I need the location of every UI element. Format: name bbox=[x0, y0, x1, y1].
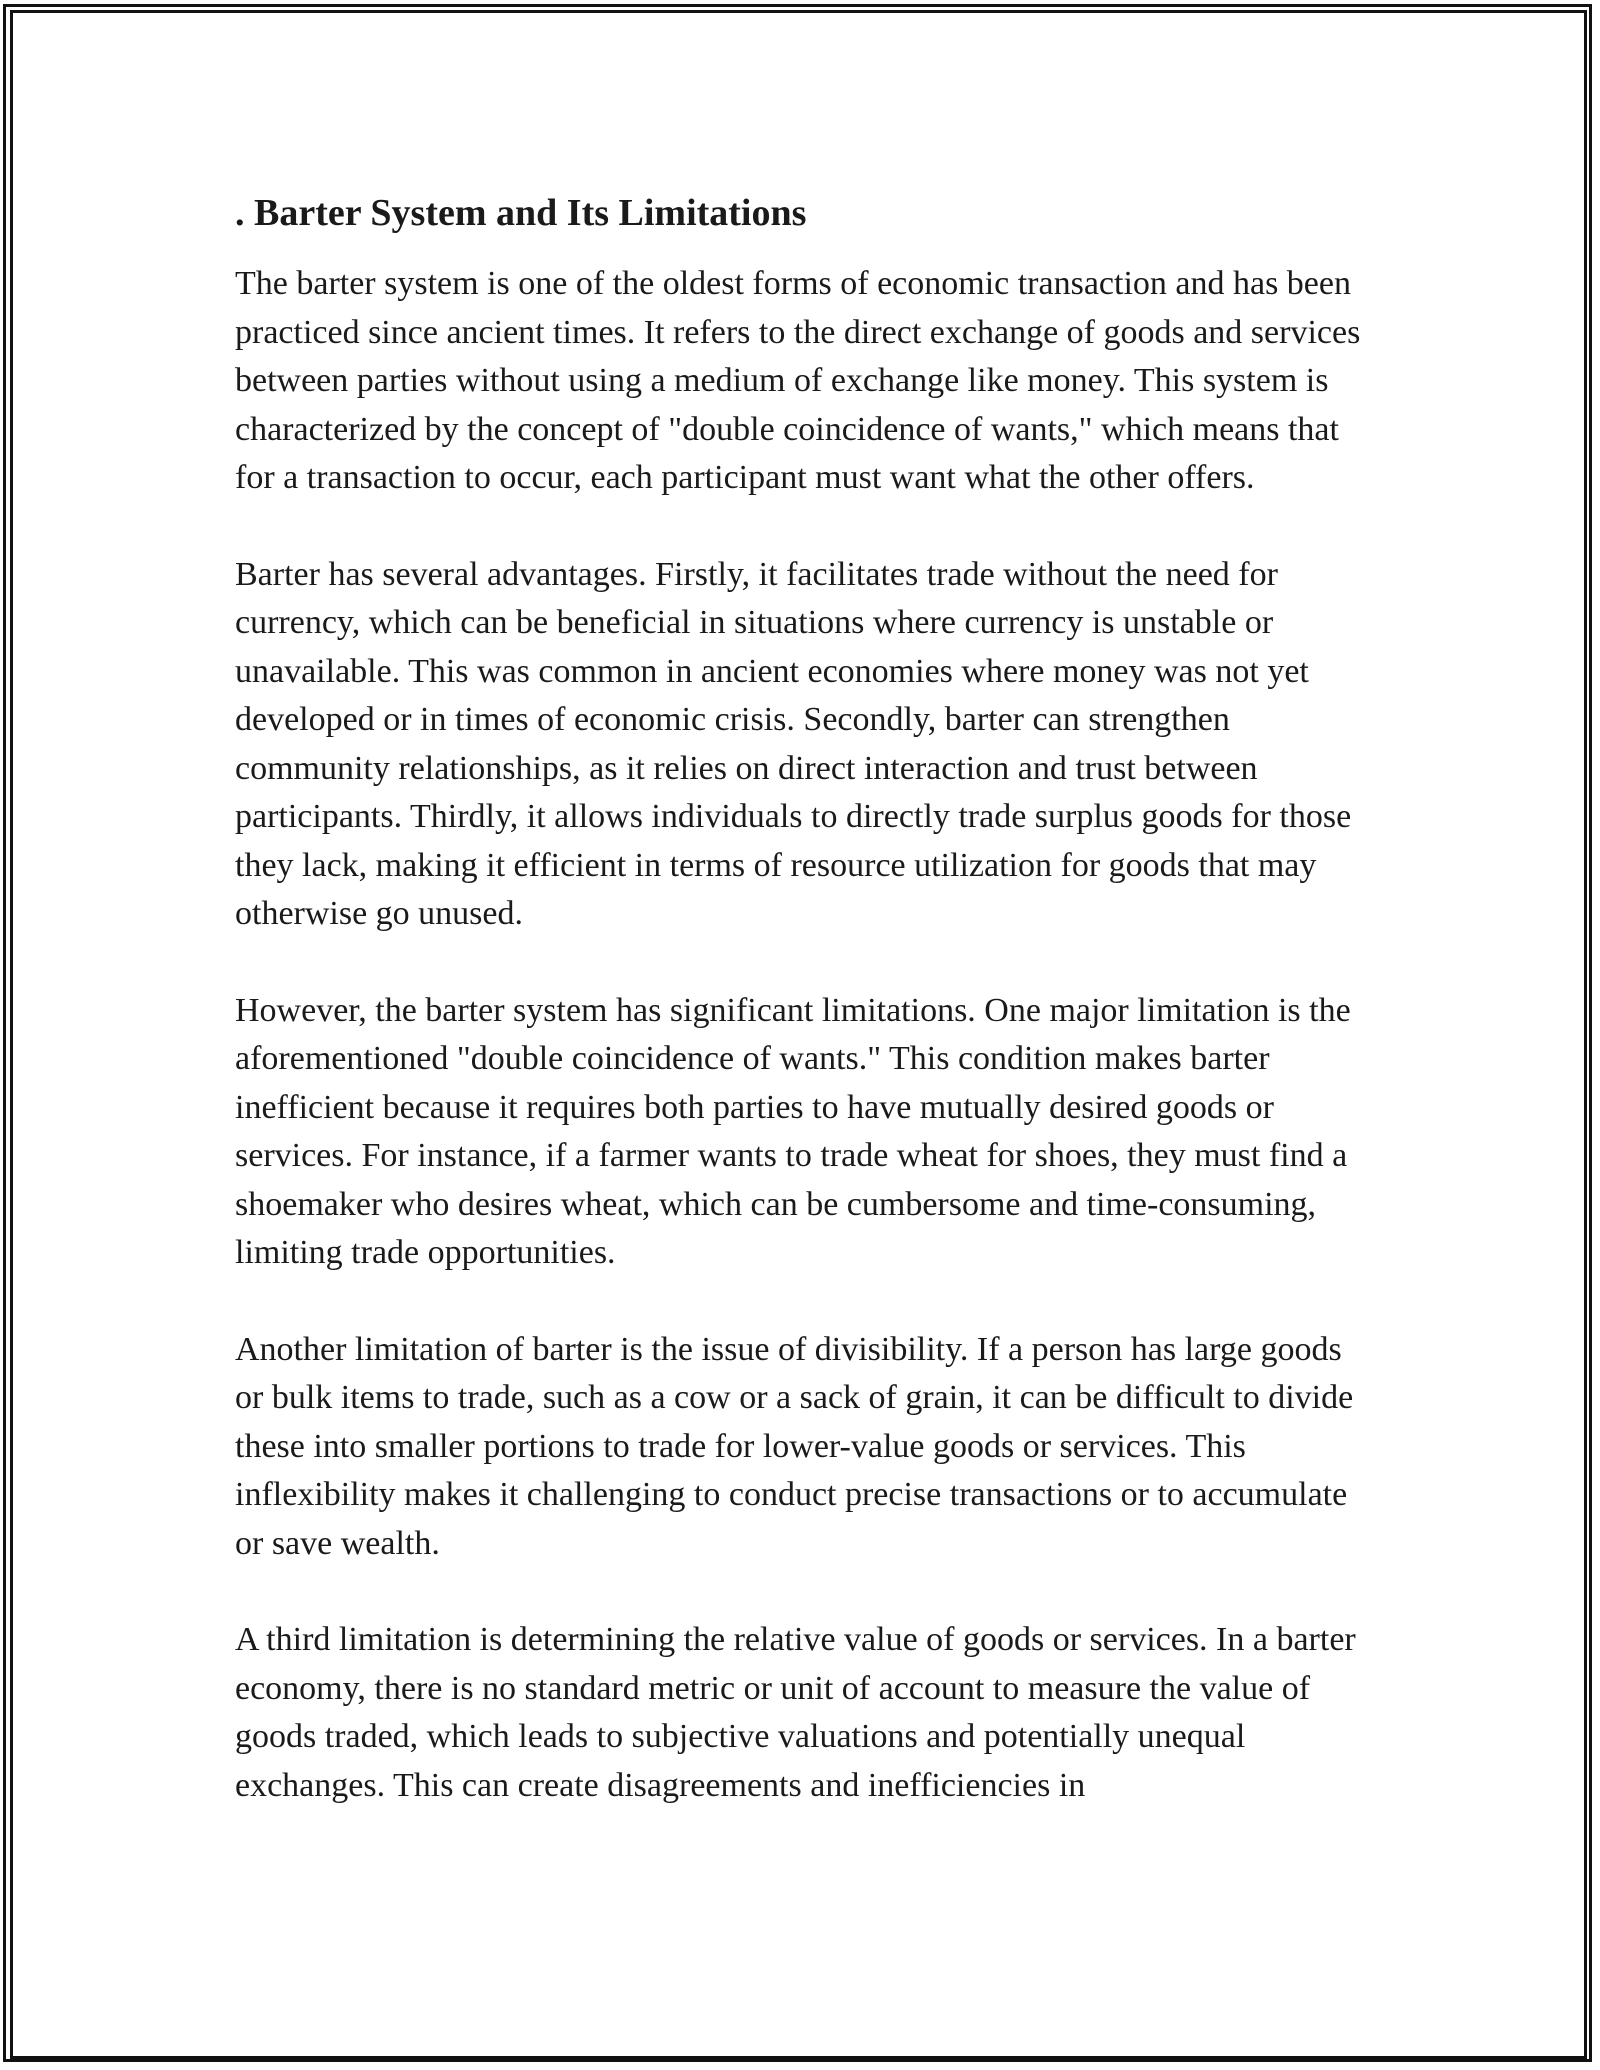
paragraph-intro: The barter system is one of the oldest forms of economic transaction and has been practiced since ancient times. It refers to the direct exchange of goods and services between parties without using a medium of exchange like money. This system is characterized by the concept of "double coincidence of wants," which means that for a transaction to occur, each participant must want what the other offers. bbox=[235, 265, 1361, 496]
paragraph-divisibility: Another limitation of barter is the issue of divisibility. If a person has large goods or bulk items to trade, such as a cow or a sack of grain, it can be difficult to divide these into smaller portions to trade for lower-value goods or services. This inflexibility makes it challenging to conduct precise transactions or to accumulate or save wealth. bbox=[235, 1330, 1354, 1562]
section-heading: . Barter System and Its Limitations bbox=[235, 192, 807, 234]
document-body bbox=[235, 188, 1370, 1858]
paragraph-relative-value: A third limitation is determining the relative value of goods or services. In a barter economy, there is no standard metric or unit of account to measure the value of goods traded, which leads to subjective valuations and potentially unequal exchanges. This can create disagreements and inefficiencies in bbox=[235, 1621, 1356, 1804]
paragraph-double-coincidence: However, the barter system has significant limitations. One major limitation is the aforementioned "double coincidence of wants." This condition makes barter inefficient because it requires both parties to have mutually desired goods or services. For instance, if a farmer wants to trade wheat for shoes, they must find a shoemaker who desires wheat, which can be cumbersome and time-consuming, limiting trade opportunities. bbox=[235, 991, 1351, 1271]
paragraph-advantages: Barter has several advantages. Firstly, it facilitates trade without the need for currency, which can be beneficial in situations where currency is unstable or unavailable. This was common in ancient economies where money was not yet developed or in times of economic crisis. Secondly, barter can strengthen community relationships, as it relies on direct interaction and trust between participants. Thirdly, it allows individuals to directly trade surplus goods for those they lack, making it efficient in terms of resource utilization for goods that may otherwise go unused. bbox=[235, 555, 1352, 932]
